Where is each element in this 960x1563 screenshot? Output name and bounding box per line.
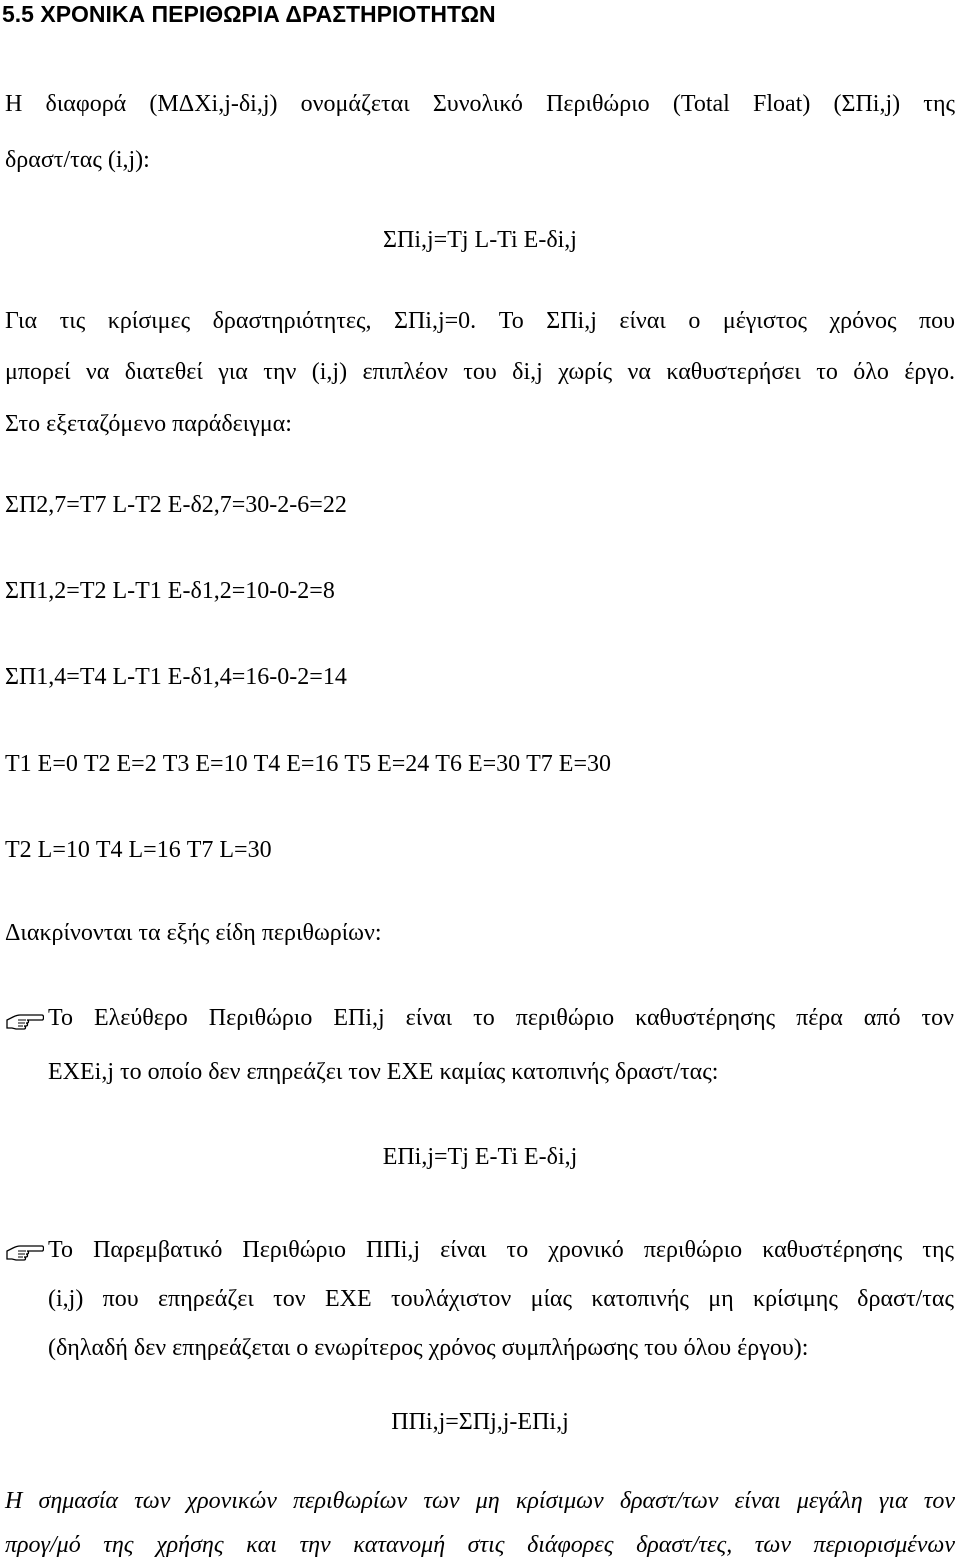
pointing-hand-icon [4,1240,44,1262]
section-title: 5.5 ΧΡΟΝΙΚΑ ΠΕΡΙΘΩΡΙΑ ΔΡΑΣΤΗΡΙΟΤΗΤΩΝ [2,1,496,27]
free-float-formula: ΕΠi,j=Tj E-Ti E-δi,j [382,1144,578,1170]
example-line: ΣΠ1,2=Τ2 L-Τ1 E-δ1,2=10-0-2=8 [5,578,335,604]
example-line: ΣΠ1,4=Τ4 L-Τ1 E-δ1,4=16-0-2=14 [5,664,347,690]
critical-line-2: μπορεί να διατεθεί για την (i,j) επιπλέον του δi,j χωρίς να καθυστερήσει το όλο έργο. [5,359,955,385]
example-line: ΣΠ2,7=Τ7 L-Τ2 E-δ2,7=30-2-6=22 [5,492,347,518]
total-float-formula: ΣΠi,j=Tj L-Ti E-δi,j [383,227,577,253]
free-float-line-1: Το Ελεύθερο Περιθώριο ΕΠi,j είναι το περιθώριο καθυστέρησης πέρα από τον [48,1005,954,1031]
pointing-hand-icon [4,1009,44,1031]
critical-line-3: Στο εξεταζόμενο παράδειγμα: [5,411,292,437]
interfering-float-line-3: (δηλαδή δεν επηρεάζεται ο ενωρίτερος χρόνος συμπλήρωσης του όλου έργου): [48,1335,809,1361]
late-times-line: Τ2 L=10 Τ4 L=16 Τ7 L=30 [5,837,272,863]
interfering-float-formula: ΠΠi,j=ΣΠj,j-ΕΠi,j [391,1409,569,1435]
significance-line-1: Η σημασία των χρονικών περιθωρίων των μη κρίσιμων δραστ/των είναι μεγάλη για τον [5,1488,955,1514]
interfering-float-line-1: Το Παρεμβατικό Περιθώριο ΠΠi,j είναι το χρονικό περιθώριο καθυστέρησης της [48,1237,954,1263]
interfering-float-line-2: (i,j) που επηρεάζει τον ΕΧΕ τουλάχιστον μίας κατοπινής μη κρίσιμης δραστ/τας [48,1286,954,1312]
significance-line-2: προγ/μό της χρήσης και την κατανομή στις διάφορες δραστ/τες, των περιορισμένων [5,1532,955,1558]
types-heading: Διακρίνονται τα εξής είδη περιθωρίων: [5,920,382,946]
early-times-line: Τ1 E=0 Τ2 E=2 Τ3 E=10 Τ4 E=16 Τ5 E=24 Τ6 E=30 Τ7 E=30 [5,751,611,777]
intro-line-1: Η διαφορά (ΜΔΧi,j-δi,j) ονομάζεται Συνολικό Περιθώριο (Total Float) (ΣΠi,j) της [5,91,955,117]
intro-line-2: δραστ/τας (i,j): [5,147,150,173]
critical-line-1: Για τις κρίσιμες δραστηριότητες, ΣΠi,j=0. Το ΣΠi,j είναι ο μέγιστος χρόνος που [5,308,955,334]
free-float-line-2: ΕΧΕi,j το οποίο δεν επηρεάζει τον ΕΧΕ καμίας κατοπινής δραστ/τας: [48,1059,719,1085]
